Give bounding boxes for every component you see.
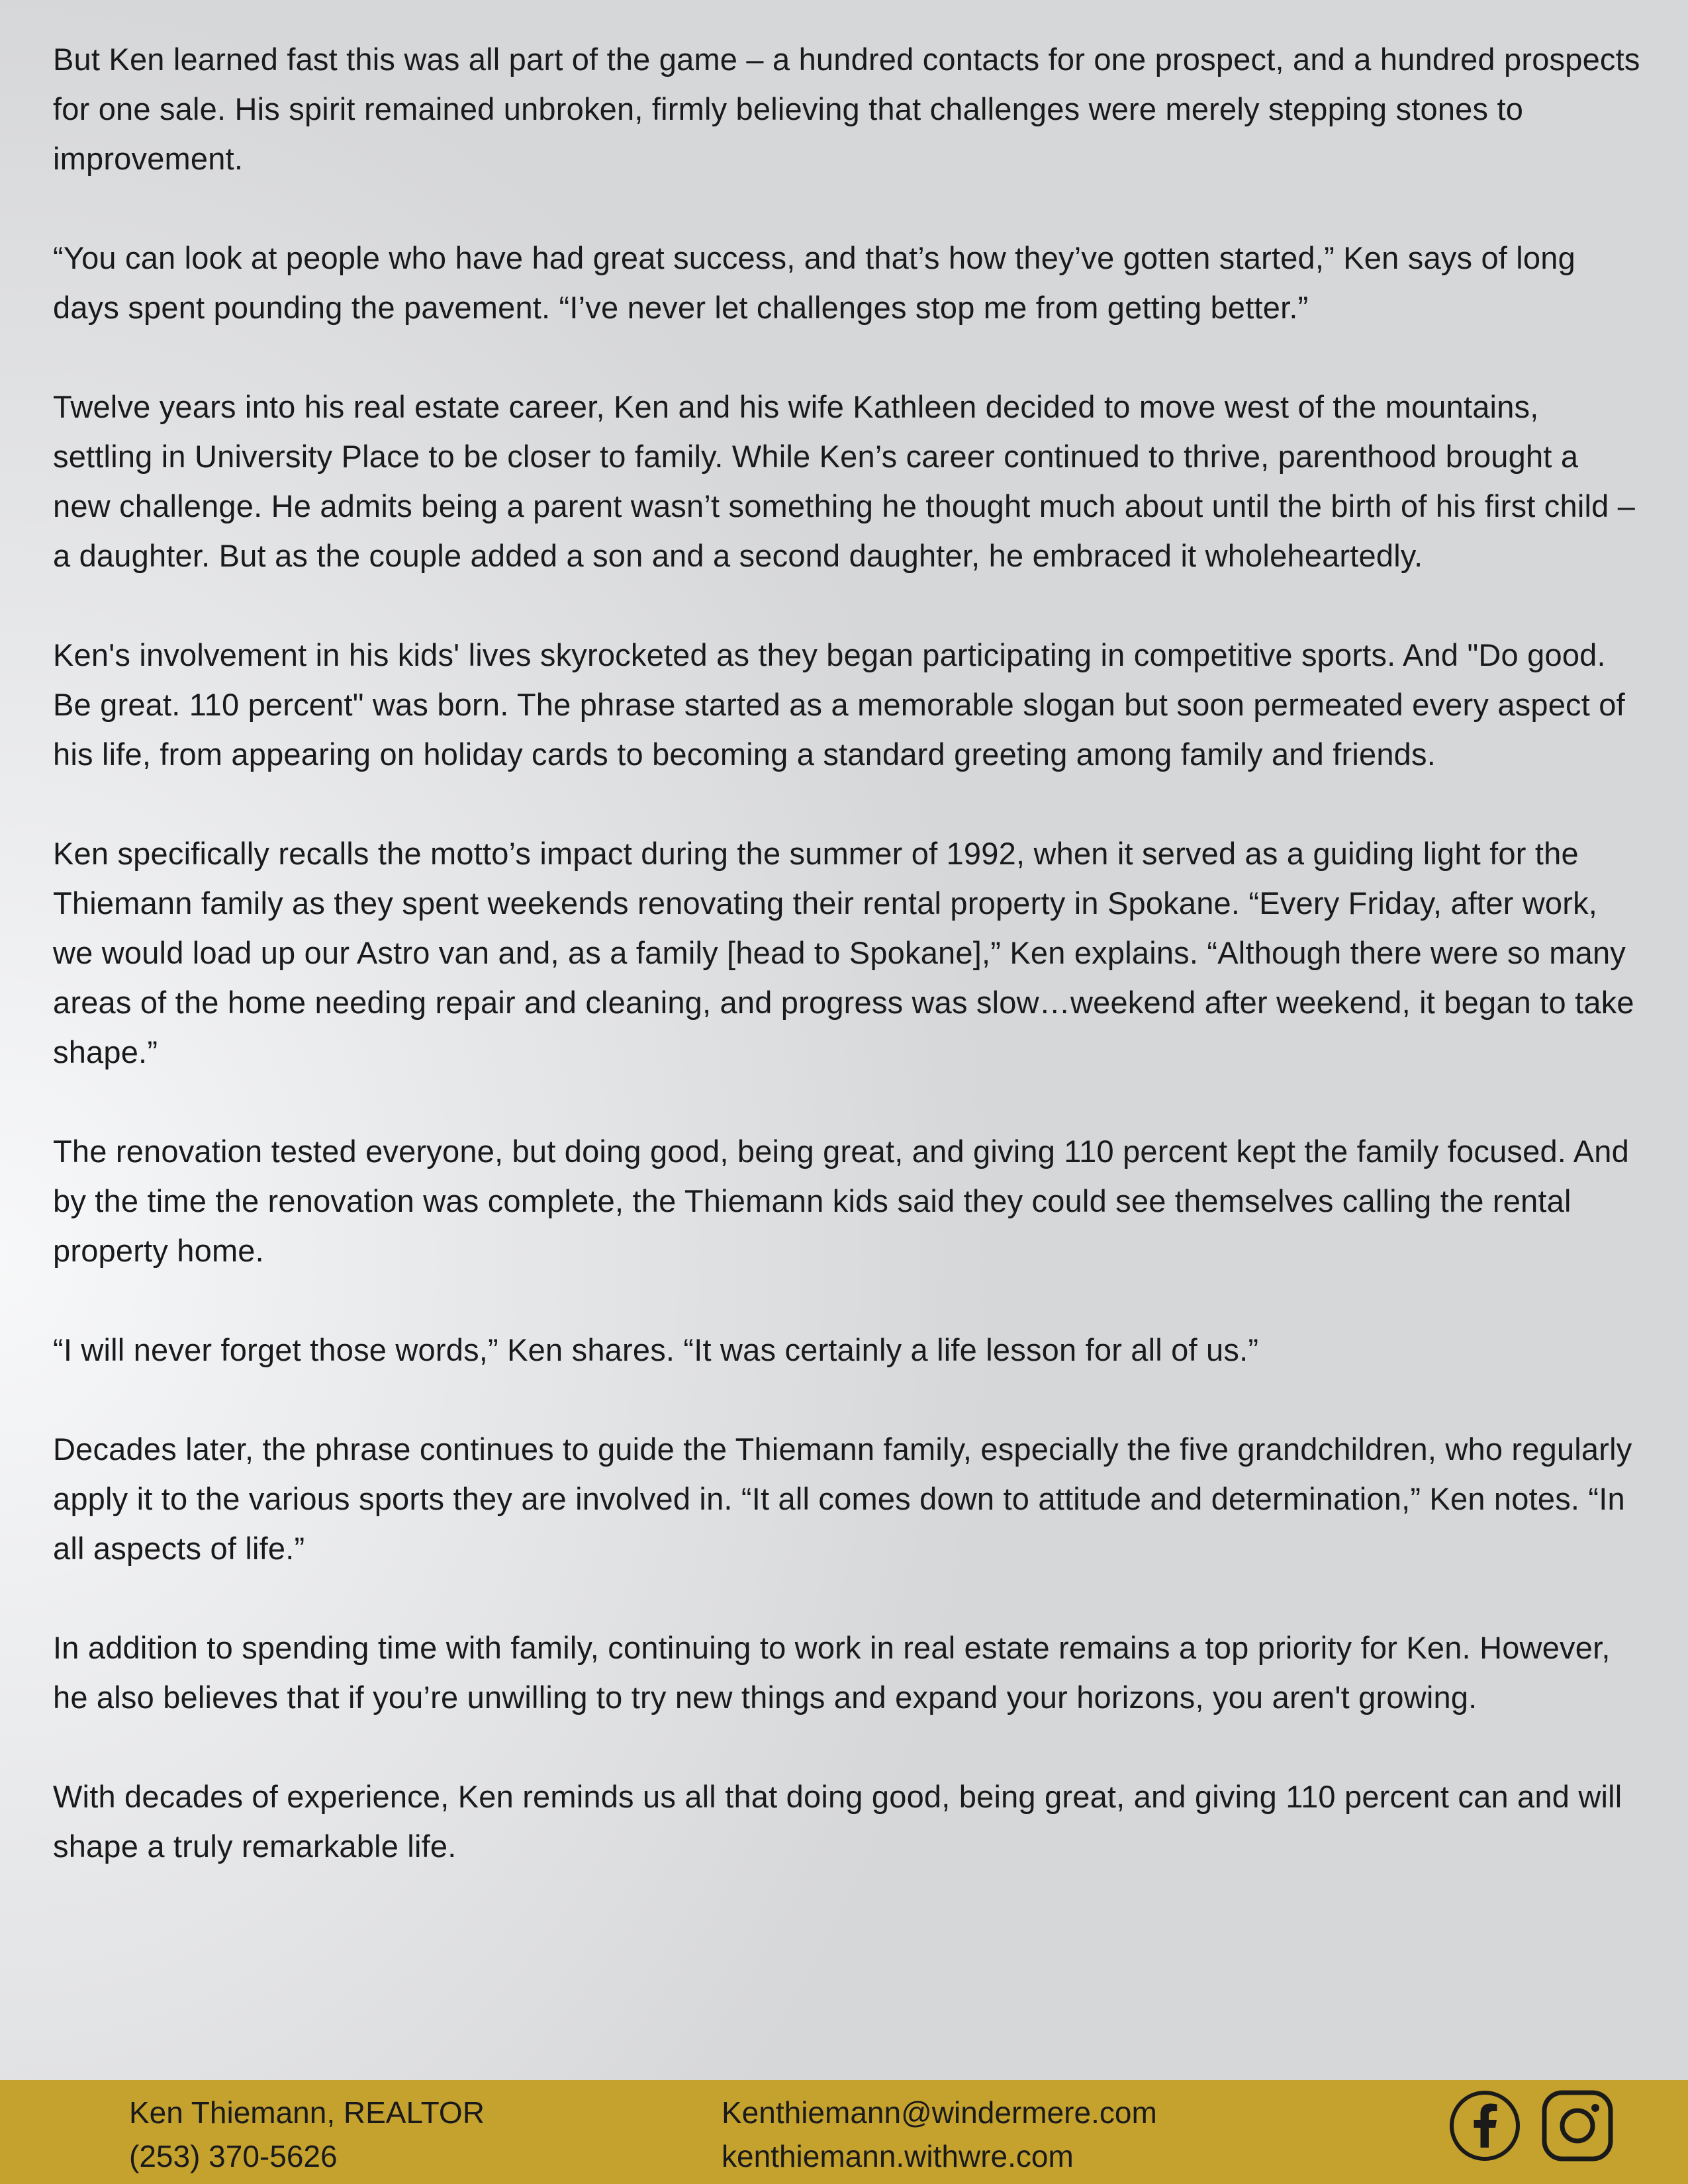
agent-name: Ken Thiemann, REALTOR — [129, 2095, 485, 2130]
agent-website[interactable]: kenthiemann.withwre.com — [722, 2139, 1074, 2173]
paragraph: With decades of experience, Ken reminds us all that doing good, being great, and giving 110 percent can and will shape a truly remarkable life. — [53, 1779, 1622, 1864]
agent-info — [129, 2091, 485, 2178]
paragraph: “I will never forget those words,” Ken shares. “It was certainly a life lesson for all of us.” — [53, 1332, 1259, 1367]
agent-contact — [722, 2091, 1157, 2178]
paragraph: Ken specifically recalls the motto’s impact during the summer of 1992, when it served as a guiding light for the Thiemann family as they spent weekends renovating their rental property in Spokane. “Every Friday, after work, we would load up our Astro van and, as a family [head to Spokane],” Ken explains. “Although there were so many areas of the home needing repair and cleaning, and progress was slow…weekend after weekend, it began to take shape.” — [53, 836, 1634, 1069]
instagram-icon[interactable] — [1541, 2089, 1614, 2162]
paragraph: But Ken learned fast this was all part of the game – a hundred contacts for one prospect, and a hundred prospects for one sale. His spirit remained unbroken, firmly believing that challenges were merely stepping stones to improvement. — [53, 42, 1640, 176]
paragraph: Decades later, the phrase continues to guide the Thiemann family, especially the five grandchildren, who regularly apply it to the various sports they are involved in. “It all comes down to attitude and determination,” Ken notes. “In all aspects of life.” — [53, 1432, 1632, 1566]
paragraph: “You can look at people who have had great success, and that’s how they’ve gotten started,” Ken says of long days spent pounding the pavement. “I’ve never let challenges stop me from getting better.” — [53, 240, 1575, 325]
article-body — [53, 34, 1642, 1871]
paragraph: In addition to spending time with family, continuing to work in real estate remains a top priority for Ken. However, he also believes that if you’re unwilling to try new things and expand your horizons, you aren't growing. — [53, 1630, 1611, 1715]
agent-email[interactable]: Kenthiemann@windermere.com — [722, 2095, 1157, 2130]
social-links — [1448, 2089, 1614, 2162]
facebook-icon[interactable] — [1448, 2089, 1521, 2162]
paragraph: Twelve years into his real estate career, Ken and his wife Kathleen decided to move west of the mountains, settling in University Place to be closer to family. While Ken’s career continued to thrive, parenthood brought a new challenge. He admits being a parent wasn’t something he thought much about until the birth of his first child – a daughter. But as the couple added a son and a second daughter, he embraced it wholeheartedly. — [53, 389, 1636, 573]
paragraph: Ken's involvement in his kids' lives skyrocketed as they began participating in competitive sports. And "Do good. Be great. 110 percent" was born. The phrase started as a memorable slogan but soon permeated every aspect of his life, from appearing on holiday cards to becoming a standard greeting among family and friends. — [53, 637, 1625, 772]
paragraph: The renovation tested everyone, but doing good, being great, and giving 110 percent kept the family focused. And by the time the renovation was complete, the Thiemann kids said they could see themselves calling the rental property home. — [53, 1134, 1629, 1268]
contact-footer — [0, 2080, 1688, 2184]
agent-phone[interactable]: (253) 370-5626 — [129, 2139, 338, 2173]
